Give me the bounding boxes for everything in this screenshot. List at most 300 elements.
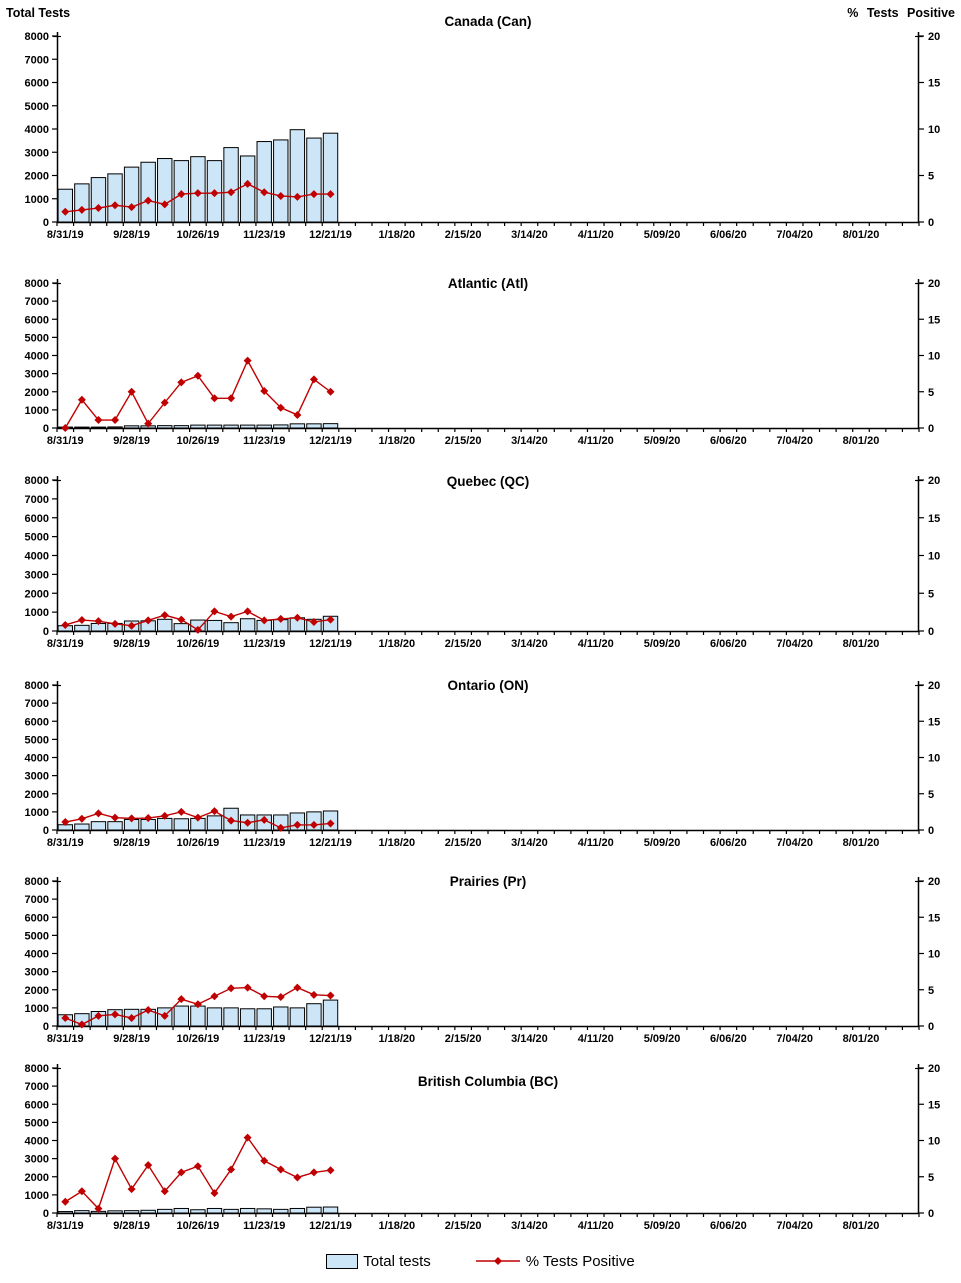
svg-text:0: 0 [928, 423, 935, 435]
total-tests-bar [323, 1207, 337, 1213]
total-tests-bar [124, 167, 138, 222]
svg-text:20: 20 [928, 680, 941, 692]
svg-text:6/06/20: 6/06/20 [710, 1220, 747, 1232]
svg-text:9/28/19: 9/28/19 [113, 1033, 150, 1045]
total-tests-bar [207, 1008, 221, 1026]
svg-text:11/23/19: 11/23/19 [243, 1033, 286, 1045]
svg-text:6/06/20: 6/06/20 [710, 638, 747, 650]
svg-text:5000: 5000 [24, 100, 49, 113]
total-tests-bar [307, 424, 321, 428]
svg-text:6000: 6000 [24, 512, 49, 525]
svg-text:5/09/20: 5/09/20 [643, 1033, 681, 1045]
svg-text:British Columbia (BC): British Columbia (BC) [417, 1074, 559, 1089]
pct-positive-marker [111, 416, 119, 424]
right-axis [919, 1063, 940, 1220]
svg-text:3000: 3000 [24, 147, 49, 160]
svg-text:10/26/19: 10/26/19 [176, 1220, 220, 1232]
svg-text:10/26/19: 10/26/19 [176, 435, 220, 447]
svg-text:9/28/19: 9/28/19 [113, 837, 150, 849]
pct-positive-marker [78, 616, 86, 624]
svg-text:Canada (Can): Canada (Can) [444, 14, 532, 29]
svg-text:8/01/20: 8/01/20 [842, 638, 880, 650]
svg-text:7000: 7000 [24, 296, 49, 309]
svg-text:20: 20 [928, 278, 941, 290]
svg-text:7000: 7000 [24, 698, 49, 711]
svg-text:11/23/19: 11/23/19 [243, 1220, 286, 1232]
svg-text:8000: 8000 [24, 680, 49, 692]
pct-positive-marker [327, 992, 335, 1000]
total-tests-bar [207, 620, 221, 631]
total-tests-bar [207, 1208, 221, 1213]
pct-positive-marker [210, 992, 218, 1000]
svg-text:8/31/19: 8/31/19 [46, 1033, 84, 1045]
total-tests-bar [141, 162, 155, 222]
svg-text:3000: 3000 [24, 1153, 49, 1166]
total-tests-bar [224, 425, 238, 428]
legend-item-total-tests [326, 1253, 431, 1270]
axes [53, 681, 923, 831]
left-axis [25, 680, 57, 837]
total-tests-bar [174, 1208, 188, 1213]
total-tests-bar [174, 819, 188, 830]
right-axis [919, 31, 940, 229]
svg-text:6/06/20: 6/06/20 [710, 1033, 747, 1045]
svg-text:8/31/19: 8/31/19 [46, 837, 84, 849]
svg-text:1/18/20: 1/18/20 [378, 1220, 416, 1232]
pct-positive-marker [78, 815, 86, 823]
svg-text:6/06/20: 6/06/20 [710, 229, 747, 241]
total-tests-bar [307, 1207, 321, 1213]
total-tests-bar [240, 156, 254, 222]
svg-text:8000: 8000 [24, 876, 49, 888]
pct-positive-line [61, 1134, 334, 1213]
svg-text:10: 10 [928, 948, 941, 961]
svg-text:7000: 7000 [24, 894, 49, 907]
x-axis [47, 428, 919, 447]
pct-positive-marker [227, 984, 235, 992]
svg-text:8/31/19: 8/31/19 [46, 638, 84, 650]
svg-text:4/11/20: 4/11/20 [577, 229, 614, 241]
svg-text:0: 0 [42, 217, 49, 229]
svg-text:7000: 7000 [24, 54, 49, 67]
axes [53, 476, 923, 632]
chart-title [448, 678, 529, 693]
legend [0, 1247, 961, 1275]
total-tests-bar [224, 1008, 238, 1026]
total-tests-bar [174, 426, 188, 428]
pct-positive-marker [177, 808, 185, 816]
svg-text:2000: 2000 [24, 588, 49, 601]
total-tests-bar [58, 189, 72, 222]
svg-text:5/09/20: 5/09/20 [643, 435, 681, 447]
svg-text:5: 5 [928, 170, 935, 183]
chart-title [444, 14, 531, 29]
legend-pct-positive-label: % Tests Positive [525, 1252, 635, 1270]
axes [53, 877, 923, 1027]
svg-text:0: 0 [928, 1021, 935, 1033]
total-tests-bar [323, 1000, 337, 1026]
left-axis-title: Total Tests [6, 6, 71, 20]
pct-positive-marker [260, 992, 268, 1000]
pct-positive-marker [227, 613, 235, 621]
pct-positive-marker [293, 984, 301, 992]
svg-text:1000: 1000 [24, 806, 49, 819]
svg-text:1000: 1000 [24, 607, 49, 620]
svg-text:2000: 2000 [24, 1171, 49, 1184]
svg-text:7/04/20: 7/04/20 [776, 1033, 814, 1045]
svg-text:7/04/20: 7/04/20 [776, 638, 814, 650]
total-tests-bar [174, 1006, 188, 1026]
svg-text:1000: 1000 [24, 193, 49, 206]
svg-text:12/21/19: 12/21/19 [309, 1220, 352, 1232]
total-tests-bar [75, 625, 89, 631]
svg-text:1/18/20: 1/18/20 [378, 229, 416, 241]
total-tests-bar [274, 140, 288, 222]
svg-text:8/01/20: 8/01/20 [842, 435, 880, 447]
svg-text:6000: 6000 [24, 77, 49, 90]
svg-text:1/18/20: 1/18/20 [378, 638, 416, 650]
svg-text:5: 5 [928, 788, 935, 801]
svg-text:1/18/20: 1/18/20 [378, 1033, 416, 1045]
total-tests-bar [124, 426, 138, 428]
svg-text:3000: 3000 [24, 966, 49, 979]
svg-text:12/21/19: 12/21/19 [309, 435, 352, 447]
total-tests-bar [75, 824, 89, 830]
svg-text:7/04/20: 7/04/20 [776, 1220, 814, 1232]
total-tests-bar [257, 1209, 271, 1213]
svg-text:4/11/20: 4/11/20 [577, 435, 614, 447]
svg-text:Ontario (ON): Ontario (ON) [447, 678, 529, 693]
left-axis [25, 278, 57, 435]
total-tests-bar [290, 1208, 304, 1213]
svg-text:7/04/20: 7/04/20 [776, 229, 814, 241]
svg-text:2/15/20: 2/15/20 [444, 229, 482, 241]
total-tests-bar [307, 138, 321, 222]
pct-positive-marker [111, 814, 119, 822]
svg-text:2/15/20: 2/15/20 [444, 1033, 482, 1045]
total-tests-bar [191, 1006, 205, 1026]
pct-positive-marker [277, 993, 285, 1001]
svg-text:0: 0 [42, 1021, 49, 1033]
x-axis [47, 1213, 919, 1232]
svg-text:7/04/20: 7/04/20 [776, 837, 814, 849]
total-tests-bar [108, 822, 122, 830]
total-tests-bar [158, 159, 172, 222]
total-tests-bar [240, 1009, 254, 1026]
svg-text:10: 10 [928, 350, 941, 363]
svg-text:8/31/19: 8/31/19 [46, 435, 84, 447]
pct-positive-marker [244, 607, 252, 615]
pct-positive-line [61, 357, 334, 432]
total-tests-bar [274, 1007, 288, 1026]
total-tests-bar [224, 148, 238, 222]
svg-text:5/09/20: 5/09/20 [643, 837, 681, 849]
svg-text:7/04/20: 7/04/20 [776, 435, 814, 447]
svg-text:1000: 1000 [24, 1189, 49, 1202]
svg-text:5000: 5000 [24, 1117, 49, 1130]
svg-text:11/23/19: 11/23/19 [243, 837, 286, 849]
svg-text:8/31/19: 8/31/19 [46, 1220, 84, 1232]
svg-text:8/31/19: 8/31/19 [46, 229, 84, 241]
svg-text:8000: 8000 [24, 1063, 49, 1075]
total-tests-bar [290, 1008, 304, 1026]
svg-text:5: 5 [928, 1171, 935, 1184]
total-tests-bar [307, 1004, 321, 1026]
svg-text:20: 20 [928, 31, 941, 43]
pct-positive-marker [310, 1168, 318, 1176]
svg-text:11/23/19: 11/23/19 [243, 435, 286, 447]
total-tests-bar [257, 1009, 271, 1026]
svg-text:0: 0 [928, 626, 935, 638]
total-tests-bar [141, 1210, 155, 1213]
pct-positive-marker [327, 1166, 335, 1174]
svg-text:0: 0 [42, 423, 49, 435]
svg-text:6000: 6000 [24, 1099, 49, 1112]
svg-text:6/06/20: 6/06/20 [710, 435, 747, 447]
svg-text:10/26/19: 10/26/19 [176, 1033, 220, 1045]
svg-text:5: 5 [928, 588, 935, 601]
chart-atlantic [0, 252, 961, 454]
total-tests-bar [108, 1211, 122, 1213]
svg-text:4/11/20: 4/11/20 [577, 837, 614, 849]
total-tests-bar [158, 1209, 172, 1213]
pct-positive-marker [144, 1161, 152, 1169]
total-tests-bar [75, 184, 89, 222]
total-tests-bar [323, 133, 337, 222]
svg-text:1000: 1000 [24, 404, 49, 417]
svg-text:2/15/20: 2/15/20 [444, 638, 482, 650]
svg-text:20: 20 [928, 475, 941, 487]
svg-text:10: 10 [928, 124, 941, 136]
svg-text:4/11/20: 4/11/20 [577, 1220, 614, 1232]
svg-text:Atlantic (Atl): Atlantic (Atl) [447, 276, 529, 291]
svg-text:9/28/19: 9/28/19 [113, 435, 150, 447]
pct-positive-marker [128, 388, 136, 396]
svg-text:5/09/20: 5/09/20 [643, 1220, 681, 1232]
svg-text:4000: 4000 [24, 350, 49, 363]
pct-positive-marker [94, 809, 102, 817]
svg-text:9/28/19: 9/28/19 [113, 638, 150, 650]
svg-text:8000: 8000 [24, 31, 49, 43]
total-tests-bar [240, 425, 254, 428]
pct-positive-marker [244, 984, 252, 992]
svg-text:10: 10 [928, 752, 941, 765]
left-axis [25, 1063, 57, 1220]
svg-text:3/14/20: 3/14/20 [511, 1033, 548, 1045]
svg-text:6000: 6000 [24, 912, 49, 925]
svg-text:15: 15 [928, 314, 941, 327]
pct-positive-marker [61, 1198, 69, 1206]
svg-text:4000: 4000 [24, 948, 49, 961]
svg-text:11/23/19: 11/23/19 [243, 229, 286, 241]
pct-positive-marker [293, 411, 301, 419]
pct-positive-line-icon [475, 1255, 521, 1267]
svg-text:10: 10 [928, 1135, 941, 1148]
svg-text:0: 0 [928, 217, 935, 229]
total-tests-bar [224, 1209, 238, 1213]
svg-text:0: 0 [42, 825, 49, 837]
svg-text:12/21/19: 12/21/19 [309, 638, 352, 650]
svg-text:7000: 7000 [24, 493, 49, 506]
svg-text:15: 15 [928, 716, 941, 729]
pct-positive-marker [244, 357, 252, 365]
pct-positive-marker [293, 1173, 301, 1181]
svg-text:20: 20 [928, 876, 941, 888]
pct-positive-marker [310, 991, 318, 999]
chart-quebec [0, 454, 961, 654]
svg-text:3/14/20: 3/14/20 [511, 837, 548, 849]
svg-text:0: 0 [42, 626, 49, 638]
right-axis [919, 475, 940, 638]
svg-text:8000: 8000 [24, 475, 49, 487]
right-axis-title: % Tests Positive [847, 6, 955, 20]
svg-text:6000: 6000 [24, 716, 49, 729]
svg-text:1/18/20: 1/18/20 [378, 837, 416, 849]
total-tests-swatch-icon [326, 1254, 358, 1269]
svg-text:3/14/20: 3/14/20 [511, 1220, 548, 1232]
x-axis [47, 631, 919, 650]
svg-text:10: 10 [928, 550, 941, 563]
pct-positive-marker [61, 424, 69, 432]
total-tests-bar [290, 130, 304, 222]
svg-text:3000: 3000 [24, 770, 49, 783]
svg-text:10/26/19: 10/26/19 [176, 229, 220, 241]
svg-text:0: 0 [928, 1208, 935, 1220]
chart-british-columbia [0, 1050, 961, 1240]
svg-text:2000: 2000 [24, 386, 49, 399]
left-axis [25, 475, 57, 638]
svg-text:12/21/19: 12/21/19 [309, 229, 352, 241]
svg-text:Quebec (QC): Quebec (QC) [446, 474, 530, 489]
svg-text:0: 0 [928, 825, 935, 837]
chart-title [418, 1074, 558, 1089]
svg-text:15: 15 [928, 1099, 941, 1112]
svg-text:4000: 4000 [24, 752, 49, 765]
total-tests-bar [174, 624, 188, 631]
chart-title [450, 874, 527, 889]
svg-text:5: 5 [928, 386, 935, 399]
svg-text:10/26/19: 10/26/19 [176, 638, 220, 650]
total-tests-bar [257, 142, 271, 222]
x-axis [47, 222, 919, 241]
total-tests-bar [124, 1211, 138, 1213]
svg-text:8/01/20: 8/01/20 [842, 229, 880, 241]
svg-text:3000: 3000 [24, 368, 49, 381]
total-tests-bar [240, 619, 254, 631]
chart-canada [0, 0, 961, 252]
svg-text:6000: 6000 [24, 314, 49, 327]
svg-text:1/18/20: 1/18/20 [378, 435, 416, 447]
svg-text:15: 15 [928, 912, 941, 925]
svg-text:7000: 7000 [24, 1081, 49, 1094]
pct-positive-marker [161, 611, 169, 619]
axes [53, 279, 923, 429]
svg-text:5000: 5000 [24, 734, 49, 747]
svg-text:12/21/19: 12/21/19 [309, 837, 352, 849]
svg-text:8/01/20: 8/01/20 [842, 1220, 880, 1232]
svg-text:3/14/20: 3/14/20 [511, 638, 548, 650]
x-axis [47, 1026, 919, 1045]
pct-positive-marker [210, 807, 218, 815]
svg-text:2000: 2000 [24, 984, 49, 997]
svg-text:2/15/20: 2/15/20 [444, 435, 482, 447]
legend-item-pct-positive [475, 1253, 635, 1270]
pct-positive-marker [111, 1155, 119, 1163]
svg-text:3/14/20: 3/14/20 [511, 435, 548, 447]
svg-text:4000: 4000 [24, 550, 49, 563]
svg-text:2/15/20: 2/15/20 [444, 1220, 482, 1232]
svg-text:5000: 5000 [24, 332, 49, 345]
svg-text:4/11/20: 4/11/20 [577, 1033, 614, 1045]
legend-total-tests-label: Total tests [363, 1252, 431, 1270]
total-tests-bar [191, 425, 205, 428]
left-axis [25, 876, 57, 1033]
svg-text:2/15/20: 2/15/20 [444, 837, 482, 849]
svg-text:9/28/19: 9/28/19 [113, 1220, 150, 1232]
total-tests-bar [91, 178, 105, 222]
svg-text:4000: 4000 [24, 124, 49, 136]
chart-title [447, 474, 530, 489]
svg-text:5: 5 [928, 984, 935, 997]
x-axis [47, 830, 919, 849]
svg-text:8/01/20: 8/01/20 [842, 1033, 880, 1045]
right-axis [919, 278, 940, 435]
total-tests-bar [158, 426, 172, 428]
total-tests-bar [224, 623, 238, 631]
svg-text:Prairies (Pr): Prairies (Pr) [449, 874, 527, 889]
svg-text:6/06/20: 6/06/20 [710, 837, 747, 849]
svg-text:15: 15 [928, 77, 941, 90]
svg-text:3000: 3000 [24, 569, 49, 582]
pct-positive-marker [194, 1162, 202, 1170]
total-tests-bar [207, 816, 221, 830]
total-tests-bar [191, 1210, 205, 1213]
total-tests-bar [75, 1211, 89, 1213]
total-tests-bar [323, 424, 337, 428]
total-tests-bar [240, 1208, 254, 1213]
total-tests-bar [108, 174, 122, 222]
svg-text:15: 15 [928, 512, 941, 525]
svg-text:1000: 1000 [24, 1002, 49, 1015]
pct-positive-marker [177, 616, 185, 624]
svg-text:0: 0 [42, 1208, 49, 1220]
svg-text:4/11/20: 4/11/20 [577, 638, 614, 650]
total-tests-bar [158, 818, 172, 830]
pct-positive-marker [227, 394, 235, 402]
svg-text:20: 20 [928, 1063, 941, 1075]
chart-title [448, 276, 528, 291]
total-tests-bar [158, 619, 172, 631]
total-tests-bar [290, 424, 304, 428]
svg-text:2000: 2000 [24, 170, 49, 183]
chart-prairies [0, 854, 961, 1050]
total-tests-bar [274, 1209, 288, 1213]
svg-text:8/01/20: 8/01/20 [842, 837, 880, 849]
chart-ontario [0, 654, 961, 854]
left-axis [25, 31, 57, 229]
right-axis [919, 876, 940, 1033]
total-tests-bar [274, 425, 288, 428]
svg-text:5000: 5000 [24, 930, 49, 943]
svg-text:12/21/19: 12/21/19 [309, 1033, 352, 1045]
total-tests-bar [207, 425, 221, 428]
pct-positive-marker [128, 1185, 136, 1193]
pct-positive-marker [277, 1166, 285, 1174]
svg-text:5/09/20: 5/09/20 [643, 229, 681, 241]
total-tests-bar [257, 425, 271, 428]
right-axis [919, 680, 940, 837]
svg-text:4000: 4000 [24, 1135, 49, 1148]
